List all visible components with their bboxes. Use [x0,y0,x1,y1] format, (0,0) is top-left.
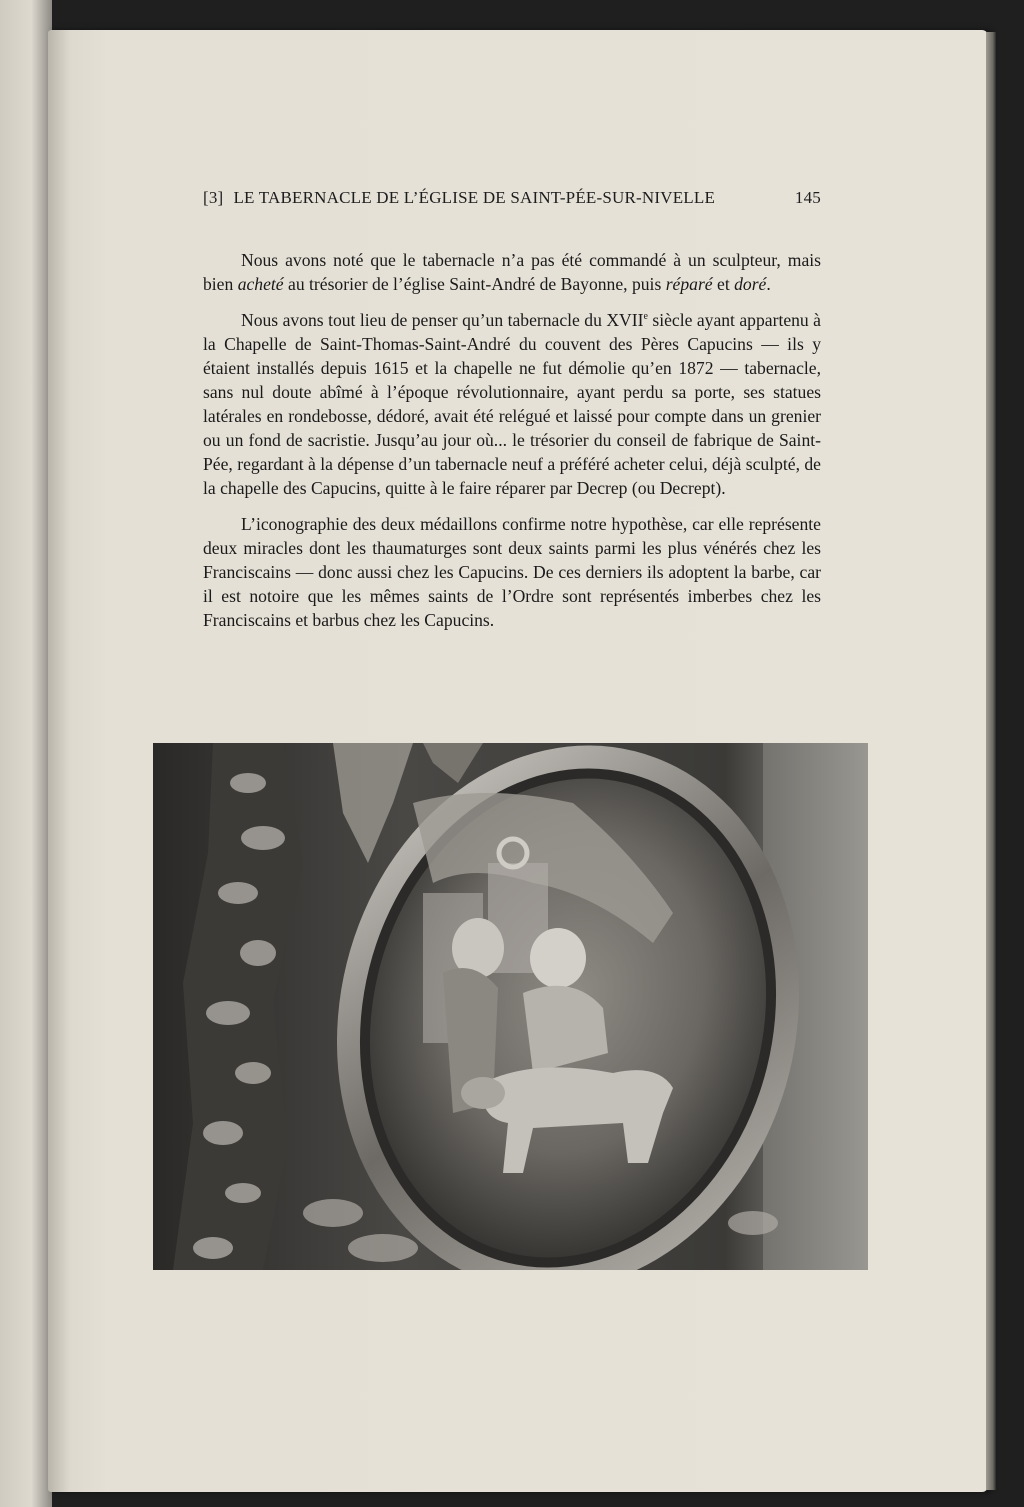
text-run: Nous avons tout lieu de penser qu’un tabernacle du XVII [241,310,644,330]
medallion-photo-image [153,743,868,1270]
section-number: [3] [203,188,224,207]
text-run: au trésorier de l’église Saint-André de Bayonne, puis [283,274,666,294]
running-header [203,188,821,208]
superscript: e [643,311,648,322]
paragraph-3: L’iconographie des deux médaillons confirme notre hypothèse, car elle représente deux miracles dont les thaumaturges sont deux saints parmi les plus vénérés chez les Franciscains — donc aussi chez les Capucins. De ces derniers ils adoptent la barbe, car il est notoire que les mêmes saints de l’Ordre sont représentés imberbes chez les Franciscains et barbus chez les Capucins. [203,514,821,630]
text-run: Nous avons noté que le tabernacle n’a pas été commandé à un sculpteur, mais bien [203,250,821,294]
italic-word: acheté [237,274,284,294]
left-page-edge [0,0,52,1507]
paragraph-2 [203,308,821,500]
body-text [203,248,821,644]
running-title: LE TABERNACLE DE L’ÉGLISE DE SAINT-PÉE-SUR-NIVELLE [233,188,716,207]
paragraph-1 [203,248,821,296]
italic-word: réparé [665,274,713,294]
italic-word: doré [734,274,767,294]
page-edge-shadow [986,32,996,1490]
text-run: et [712,274,735,294]
page-number: 145 [794,188,821,207]
medallion-photograph [153,743,868,1270]
text-run: siècle ayant appartenu à la Chapelle de Saint-Thomas-Saint-André du couvent des Pères Capucins — ils y étaient installés depuis 1615 et la chapelle ne fut démolie qu’en 1872 — tabernacle, sans nul doute abîmé à l’époque révolutionnaire, ayant perdu sa porte, ses statues latérales en rondebosse, dédoré, avait été relégué et laissé pour compte dans un grenier ou un fond de sacristie. Jusqu’au jour où... le trésorier du conseil de fabrique de Saint-Pée, regardant à la dépense d’un tabernacle neuf a préféré acheter celui, déjà sculpté, de la chapelle des Capucins, quitte à le faire réparer par Decrep (ou Decrept). [203,310,821,498]
text-run: . [766,274,771,294]
